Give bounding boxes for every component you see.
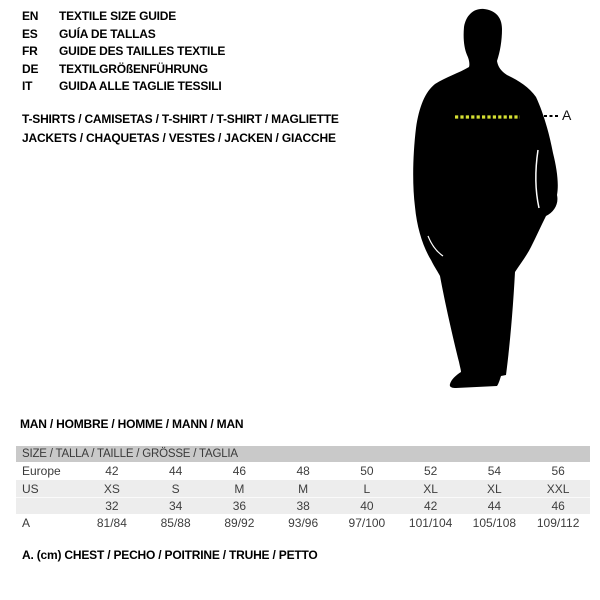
size-table [16,446,590,532]
section-title-man: MAN / HOMBRE / HOMME / MANN / MAN [20,417,244,431]
size-cell: 93/96 [288,516,319,530]
man-silhouette-figure [400,0,600,410]
size-cell: M [234,481,245,496]
language-legend [22,10,225,94]
table-row-europe [16,462,590,480]
size-cell: 36 [232,499,247,513]
legend-code: DE [22,61,39,76]
size-cell: L [363,481,371,496]
size-cell: M [298,481,309,496]
size-cell: 85/88 [160,516,191,530]
size-cell: 105/108 [472,516,517,530]
size-cell: 56 [551,464,565,478]
size-cell: 46 [551,499,565,513]
row-label: A [22,516,31,530]
size-cell: 50 [360,464,374,478]
legend-code: FR [22,44,38,58]
size-cell: 32 [105,499,119,513]
legend-code: ES [22,26,38,41]
measurement-label-a: A [562,107,572,123]
row-label: US [22,481,39,496]
table-row-us [16,480,590,498]
legend-title: GUIDE DES TAILLES TEXTILE [59,44,226,58]
legend-title: GUIDA ALLE TAGLIE TESSILI [59,79,222,93]
table-row-numeric [16,498,590,514]
size-cell: XS [103,481,120,496]
size-cell: 38 [296,499,310,513]
size-cell: 52 [423,464,438,478]
size-table-header: SIZE / TALLA / TAILLE / GRÖSSE / TAGLIA [16,446,590,462]
legend-title: TEXTILE SIZE GUIDE [59,9,177,23]
category-jackets: JACKETS / CHAQUETAS / VESTES / JACKEN / GIACCHE [22,131,336,145]
size-cell: 97/100 [348,516,386,530]
size-cell: 81/84 [96,516,127,530]
legend-code: IT [22,79,33,93]
legend-title: GUÍA DE TALLAS [59,26,156,41]
legend-code: EN [22,9,39,23]
size-cell: 54 [487,464,502,478]
size-cell: XL [487,481,502,496]
size-cell: 89/92 [224,516,255,530]
size-cell: 101/104 [408,516,453,530]
size-cell: 109/112 [536,516,580,530]
size-cell: XL [423,481,438,496]
size-cell: 46 [232,464,247,478]
size-cell: S [171,481,180,496]
row-label: Europe [22,464,61,478]
size-cell: 42 [105,464,119,478]
table-row-chest-cm [16,514,590,532]
size-cell: 44 [168,464,183,478]
man-silhouette [400,0,600,410]
size-cell: 40 [360,499,374,513]
legend-title: TEXTILGRÖßENFÜHRUNG [59,61,208,76]
size-cell: XXL [546,481,570,496]
size-cell: 48 [296,464,310,478]
category-tshirts: T-SHIRTS / CAMISETAS / T-SHIRT / T-SHIRT / MAGLIETTE [22,112,339,126]
chest-measurement-footnote: A. (cm) CHEST / PECHO / POITRINE / TRUHE / PETTO [22,548,318,562]
category-list [22,110,339,148]
size-cell: 44 [487,499,502,513]
size-cell: 34 [168,499,183,513]
size-cell: 42 [423,499,438,513]
